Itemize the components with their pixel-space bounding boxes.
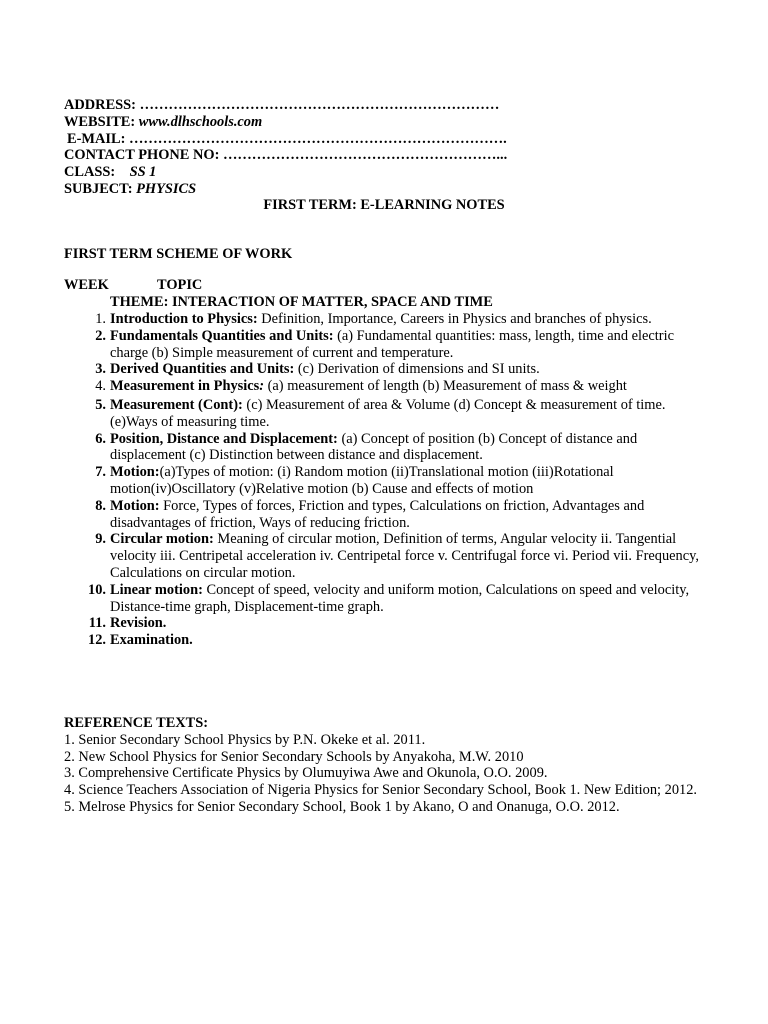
list-item (95, 378, 710, 395)
reference-item: 4. Science Teachers Association of Nigeria Physics for Senior Secondary School, Book 1. New Edition; 2012. (64, 782, 697, 799)
item-number: 7. (95, 464, 106, 481)
school-header (64, 97, 724, 198)
item-number: 10. (88, 581, 106, 598)
item-number: 1. (95, 311, 106, 327)
item-title: Introduction to Physics: (110, 311, 258, 327)
item-text: (a) Concept of position (b) Concept of distance and displacement (c) Distinction between distance and displacement. (110, 430, 638, 464)
item-number: 12. (88, 632, 106, 649)
item-title: Examination. (110, 632, 193, 649)
item-text: Definition, Importance, Careers in Physics and branches of physics. (257, 311, 652, 327)
reference-item: 5. Melrose Physics for Senior Secondary School, Book 1 by Akano, O and Onanuga, O.O. 2012. (64, 798, 620, 815)
item-number: 5. (95, 396, 106, 413)
list-item (88, 581, 710, 616)
list-item (95, 464, 710, 498)
item-title: Revision. (110, 615, 167, 632)
document-title: FIRST TERM: E-LEARNING NOTES (263, 197, 505, 213)
item-number: 4. (95, 378, 106, 395)
list-item (95, 396, 710, 431)
item-text: Meaning of circular motion, Definition of terms, Angular velocity ii. Tangential velocity iii. Centripetal acceleration iv. Centripetal force v. Centrifugal force vi. Period vii. Frequency, Calculations on circular motion. (110, 531, 700, 581)
list-item (95, 361, 710, 378)
item-title: Motion: (110, 464, 160, 481)
list-item (95, 531, 710, 581)
reference-item: 1. Senior Secondary School Physics by P.N. Okeke et al. 2011. (64, 731, 426, 748)
list-item (95, 327, 710, 362)
week-column-header: WEEK (64, 277, 109, 293)
theme-heading: THEME: INTERACTION OF MATTER, SPACE AND TIME (110, 294, 493, 310)
item-title-suffix: : (238, 396, 243, 413)
list-item (95, 430, 710, 465)
item-text: (a) Fundamental quantities: mass, length, time and electric charge (b) Simple measurement of current and temperature. (110, 327, 674, 361)
list-item (95, 311, 710, 328)
phone-line: CONTACT PHONE NO: …………………………………………………... (64, 147, 508, 164)
scheme-of-work-title: FIRST TERM SCHEME OF WORK (64, 246, 293, 262)
item-text: (c) Measurement of area & Volume (d) Concept & measurement of time. (e)Ways of measuring time. (110, 396, 666, 430)
list-item (88, 615, 710, 632)
item-number: 2. (95, 327, 106, 344)
table-header (64, 277, 203, 294)
item-title: Circular motion: (110, 531, 214, 548)
reference-texts (64, 715, 704, 816)
item-number: 3. (95, 361, 106, 378)
reference-item: 3. Comprehensive Certificate Physics by Olumuyiwa Awe and Okunola, O.O. 2009. (64, 765, 548, 782)
item-title: Measurement (Cont) (110, 396, 239, 413)
item-text: (a)Types of motion: (i) Random motion (ii)Translational motion (iii)Rotational motion(iv)Oscillatory (v)Relative motion (b) Cause and effects of motion (110, 464, 614, 497)
email-line: E-MAIL: ……………………………………………………………………. (67, 130, 507, 147)
item-text: Concept of speed, velocity and uniform motion, Calculations on speed and velocity, Distance-time graph, Displacement-time graph. (110, 581, 690, 615)
item-title: Position, Distance and Displacement: (110, 430, 338, 447)
item-title: Linear motion: (110, 581, 203, 598)
item-number: 8. (95, 497, 106, 514)
item-title: Derived Quantities and Units: (110, 361, 295, 378)
item-number: 11. (88, 615, 106, 632)
subject-line: SUBJECT: PHYSICS (64, 180, 197, 197)
item-text: Force, Types of forces, Friction and types, Calculations on friction, Advantages and disadvantages of friction, Ways of reducing friction. (110, 497, 645, 531)
list-item (95, 497, 710, 532)
item-title: Fundamentals Quantities and Units: (110, 327, 334, 344)
website-line: WEBSITE: www.dlhschools.com (64, 113, 263, 130)
topics-list (88, 311, 710, 649)
item-title: Motion: (110, 497, 160, 514)
topic-column-header: TOPIC (157, 277, 203, 293)
item-title: Measurement in Physics (110, 378, 260, 395)
list-item (88, 632, 710, 649)
reference-item: 2. New School Physics for Senior Secondary Schools by Anyakoha, M.W. 2010 (64, 748, 524, 765)
class-line: CLASS: SS 1 (64, 164, 157, 181)
reference-texts-title: REFERENCE TEXTS: (64, 715, 209, 731)
item-text: (a) measurement of length (b) Measurement of mass & weight (264, 378, 627, 395)
item-text: (c) Derivation of dimensions and SI units. (294, 361, 540, 378)
item-number: 6. (95, 430, 106, 447)
item-title-suffix: : (259, 378, 265, 395)
address-line: ADDRESS: ………………………………………………………………… (64, 97, 500, 113)
item-number: 9. (95, 531, 106, 548)
